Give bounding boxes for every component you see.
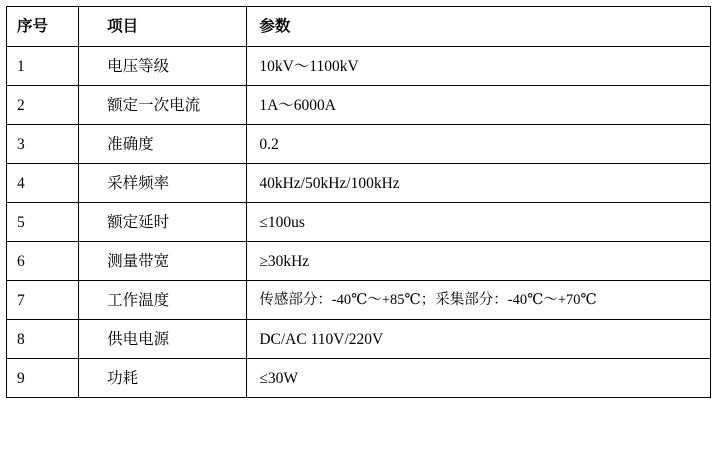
row-item-text: 功耗 [107, 369, 139, 387]
row-no-text: 4 [17, 174, 25, 192]
table-row [7, 359, 711, 398]
table-row [7, 47, 711, 86]
row-param-text: 传感部分：-40℃～+85℃；采集部分：-40℃～+70℃ [259, 292, 597, 309]
row-no-cell [7, 359, 79, 398]
row-no-text: 7 [17, 291, 25, 309]
row-no-text: 8 [17, 330, 25, 348]
table-row [7, 320, 711, 359]
column-header-param [247, 7, 711, 47]
column-header-item [79, 7, 247, 47]
row-no-cell [7, 203, 79, 242]
row-item-text: 准确度 [107, 135, 154, 153]
column-header-item-label: 项目 [107, 18, 139, 35]
table-header [7, 7, 711, 47]
row-param-cell [247, 320, 711, 359]
row-param-text: DC/AC 110V/220V [259, 330, 384, 348]
row-item-cell [79, 125, 247, 164]
row-item-text: 电压等级 [107, 57, 170, 75]
table-body [7, 47, 711, 398]
row-item-cell [79, 359, 247, 398]
row-item-cell [79, 164, 247, 203]
row-param-text: ≤100us [259, 213, 305, 231]
row-param-text: 0.2 [259, 135, 279, 153]
column-header-param-label: 参数 [259, 18, 291, 35]
row-item-text: 测量带宽 [107, 252, 170, 270]
row-param-text: ≤30W [259, 369, 298, 387]
row-item-cell [79, 86, 247, 125]
document-page [0, 6, 718, 469]
row-param-cell [247, 47, 711, 86]
row-no-cell [7, 242, 79, 281]
table-row [7, 281, 711, 320]
row-item-text: 额定一次电流 [107, 96, 201, 114]
row-param-cell [247, 125, 711, 164]
specification-table [6, 6, 711, 398]
table-row [7, 203, 711, 242]
row-param-text: 40kHz/50kHz/100kHz [259, 174, 400, 192]
row-param-cell [247, 281, 711, 320]
row-no-cell [7, 125, 79, 164]
table-row [7, 164, 711, 203]
row-no-text: 1 [17, 57, 25, 75]
table-header-row [7, 7, 711, 47]
row-no-text: 3 [17, 135, 25, 153]
row-param-text: 1A～6000A [259, 96, 336, 114]
row-param-cell [247, 203, 711, 242]
row-item-text: 额定延时 [107, 213, 170, 231]
row-no-cell [7, 47, 79, 86]
row-item-cell [79, 320, 247, 359]
row-param-text: ≥30kHz [259, 252, 310, 270]
row-item-cell [79, 47, 247, 86]
row-item-cell [79, 281, 247, 320]
row-param-cell [247, 86, 711, 125]
row-param-cell [247, 359, 711, 398]
row-param-cell [247, 164, 711, 203]
row-param-text: 10kV～1100kV [259, 57, 359, 75]
row-no-cell [7, 320, 79, 359]
row-no-text: 5 [17, 213, 25, 231]
row-item-text: 工作温度 [107, 291, 170, 309]
row-item-text: 采样频率 [107, 174, 170, 192]
row-item-text: 供电电源 [107, 330, 170, 348]
column-header-no [7, 7, 79, 47]
row-no-cell [7, 86, 79, 125]
row-no-text: 9 [17, 369, 25, 387]
row-no-text: 2 [17, 96, 25, 114]
row-no-cell [7, 281, 79, 320]
table-row [7, 242, 711, 281]
row-no-text: 6 [17, 252, 25, 270]
table-row [7, 125, 711, 164]
column-header-no-label: 序号 [17, 18, 49, 35]
row-item-cell [79, 203, 247, 242]
table-row [7, 86, 711, 125]
row-no-cell [7, 164, 79, 203]
row-param-cell [247, 242, 711, 281]
row-item-cell [79, 242, 247, 281]
